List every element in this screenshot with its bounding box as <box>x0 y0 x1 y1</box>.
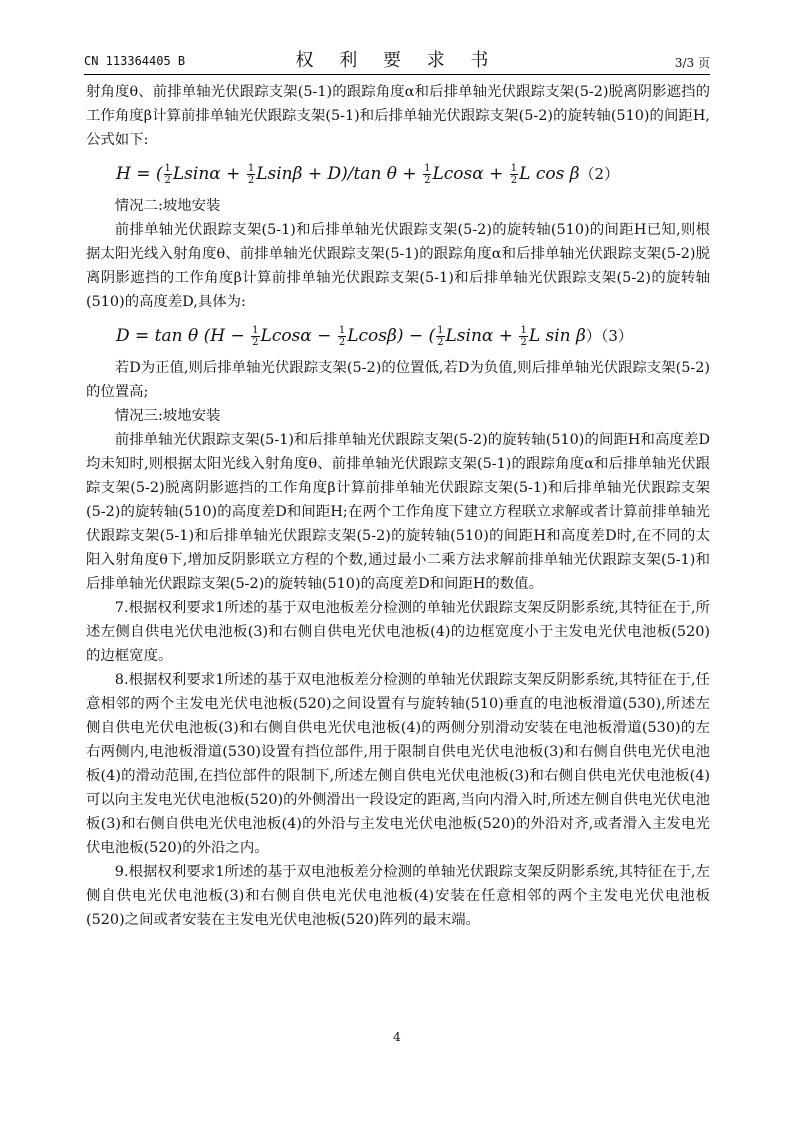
header-rule <box>84 74 710 75</box>
fraction: $\frac{1}{2}$ <box>252 325 259 348</box>
case-2-title: 情况二:坡地安装 <box>114 198 221 214</box>
document-body <box>86 80 710 932</box>
page-title: 权 利 要 求 书 <box>295 50 499 71</box>
claim-7: 7.根据权利要求1所述的基于双电池板差分检测的单轴光伏跟踪支架反阴影系统,其特征在于,所述左侧自供电光伏电池板(3)和右侧自供电光伏电池板(4)的边框宽度小于主发电光伏电池板(520)的边框宽度。 <box>86 600 710 664</box>
formula-3: D = tan θ (H − $\frac{1}{2}$ Lcosα − $\frac{1}{2}$ Lcosβ) − ( $\frac{1}{2}$ Lsinα + $\frac{1}{2}$ L sin β）（3） <box>116 325 633 348</box>
equation-tag: ）（3） <box>585 327 633 345</box>
paragraph-continuation: 射角度θ、前排单轴光伏跟踪支架(5-1)的跟踪角度α和后排单轴光伏跟踪支架(5-2)脱离阴影遮挡的工作角度β计算前排单轴光伏跟踪支架(5-1)和后排单轴光伏跟踪支架(5-2)的旋转轴(510)的间距H,公式如下: <box>86 84 710 148</box>
page-info: 3/3 页 <box>674 56 710 70</box>
fraction: $\frac{1}{2}$ <box>437 325 444 348</box>
d-sign-note: 若D为正值,则后排单轴光伏跟踪支架(5-2)的位置低,若D为负值,则后排单轴光伏跟踪支架(5-2)的位置高; <box>86 360 710 400</box>
fraction: $\frac{1}{2}$ <box>510 163 518 186</box>
formula-2: H = ( $\frac{1}{2}$ Lsinα + $\frac{1}{2}$ Lsinβ + D)/tan θ + $\frac{1}{2}$ Lcosα + $\frac{1}{2}$ L cos β（2） <box>116 163 620 186</box>
case-3-body: 前排单轴光伏跟踪支架(5-1)和后排单轴光伏跟踪支架(5-2)的旋转轴(510)的间距H和高度差D均未知时,则根据太阳光线入射角度θ、前排单轴光伏跟踪支架(5-1)的跟踪角度α和后排单轴光伏跟踪支架(5-2)脱离阴影遮挡的工作角度β计算前排单轴光伏跟踪支架(5-1)和后排单轴光伏跟踪支架(5-2)的旋转轴(510)的高度差D和间距H;在两个工作角度下建立方程联立求解或者计算前排单轴光伏跟踪支架(5-1)和后排单轴光伏跟踪支架(5-2)的旋转轴(510)的间距H和高度差D时,在不同的太阳入射角度θ下,增加反阴影联立方程的个数,通过最小二乘方法求解前排单轴光伏跟踪支架(5-1)和后排单轴光伏跟踪支架(5-2)的旋转轴(510)的高度差D和间距H的数值。 <box>86 432 710 592</box>
fraction: $\frac{1}{2}$ <box>424 163 431 186</box>
page-header <box>84 46 710 70</box>
case-3-title: 情况三:坡地安装 <box>114 408 221 424</box>
fraction: $\frac{1}{2}$ <box>164 163 171 186</box>
fraction: $\frac{1}{2}$ <box>247 163 255 186</box>
doc-number: CN 113364405 B <box>84 54 186 68</box>
claim-9: 9.根据权利要求1所述的基于双电池板差分检测的单轴光伏跟踪支架反阴影系统,其特征在于,左侧自供电光伏电池板(3)和右侧自供电光伏电池板(4)安装在任意相邻的两个主发电光伏电池板(520)之间或者安装在主发电光伏电池板(520)阵列的最末端。 <box>86 864 710 928</box>
page-number: 4 <box>393 1030 401 1044</box>
fraction: $\frac{1}{2}$ <box>520 325 527 348</box>
claim-8: 8.根据权利要求1所述的基于双电池板差分检测的单轴光伏跟踪支架反阴影系统,其特征在于,任意相邻的两个主发电光伏电池板(520)之间设置有与旋转轴(510)垂直的电池板滑道(530),所述左侧自供电光伏电池板(3)和右侧自供电光伏电池板(4)的两侧分别滑动安装在电池板滑道(530)的左右两侧内,电池板滑道(530)设置有挡位部件,用于限制自供电光伏电池板(3)和右侧自供电光伏电池板(4)的滑动范围,在挡位部件的限制下,所述左侧自供电光伏电池板(3)和右侧自供电光伏电池板(4)可以向主发电光伏电池板(520)的外侧滑出一段设定的距离,当向内滑入时,所述左侧自供电光伏电池板(3)和右侧自供电光伏电池板(4)的外沿与主发电光伏电池板(520)的外沿对齐,或者滑入主发电光伏电池板(520)的外沿之内。 <box>86 672 710 856</box>
fraction: $\frac{1}{2}$ <box>338 325 346 348</box>
case-2-body: 前排单轴光伏跟踪支架(5-1)和后排单轴光伏跟踪支架(5-2)的旋转轴(510)的间距H已知,则根据太阳光线入射角度θ、前排单轴光伏跟踪支架(5-1)的跟踪角度α和后排单轴光伏跟踪支架(5-2)脱离阴影遮挡的工作角度β计算前排单轴光伏跟踪支架(5-1)和后排单轴光伏跟踪支架(5-2)的旋转轴(510)的高度差D,具体为: <box>86 222 710 310</box>
equation-tag: （2） <box>579 165 620 183</box>
